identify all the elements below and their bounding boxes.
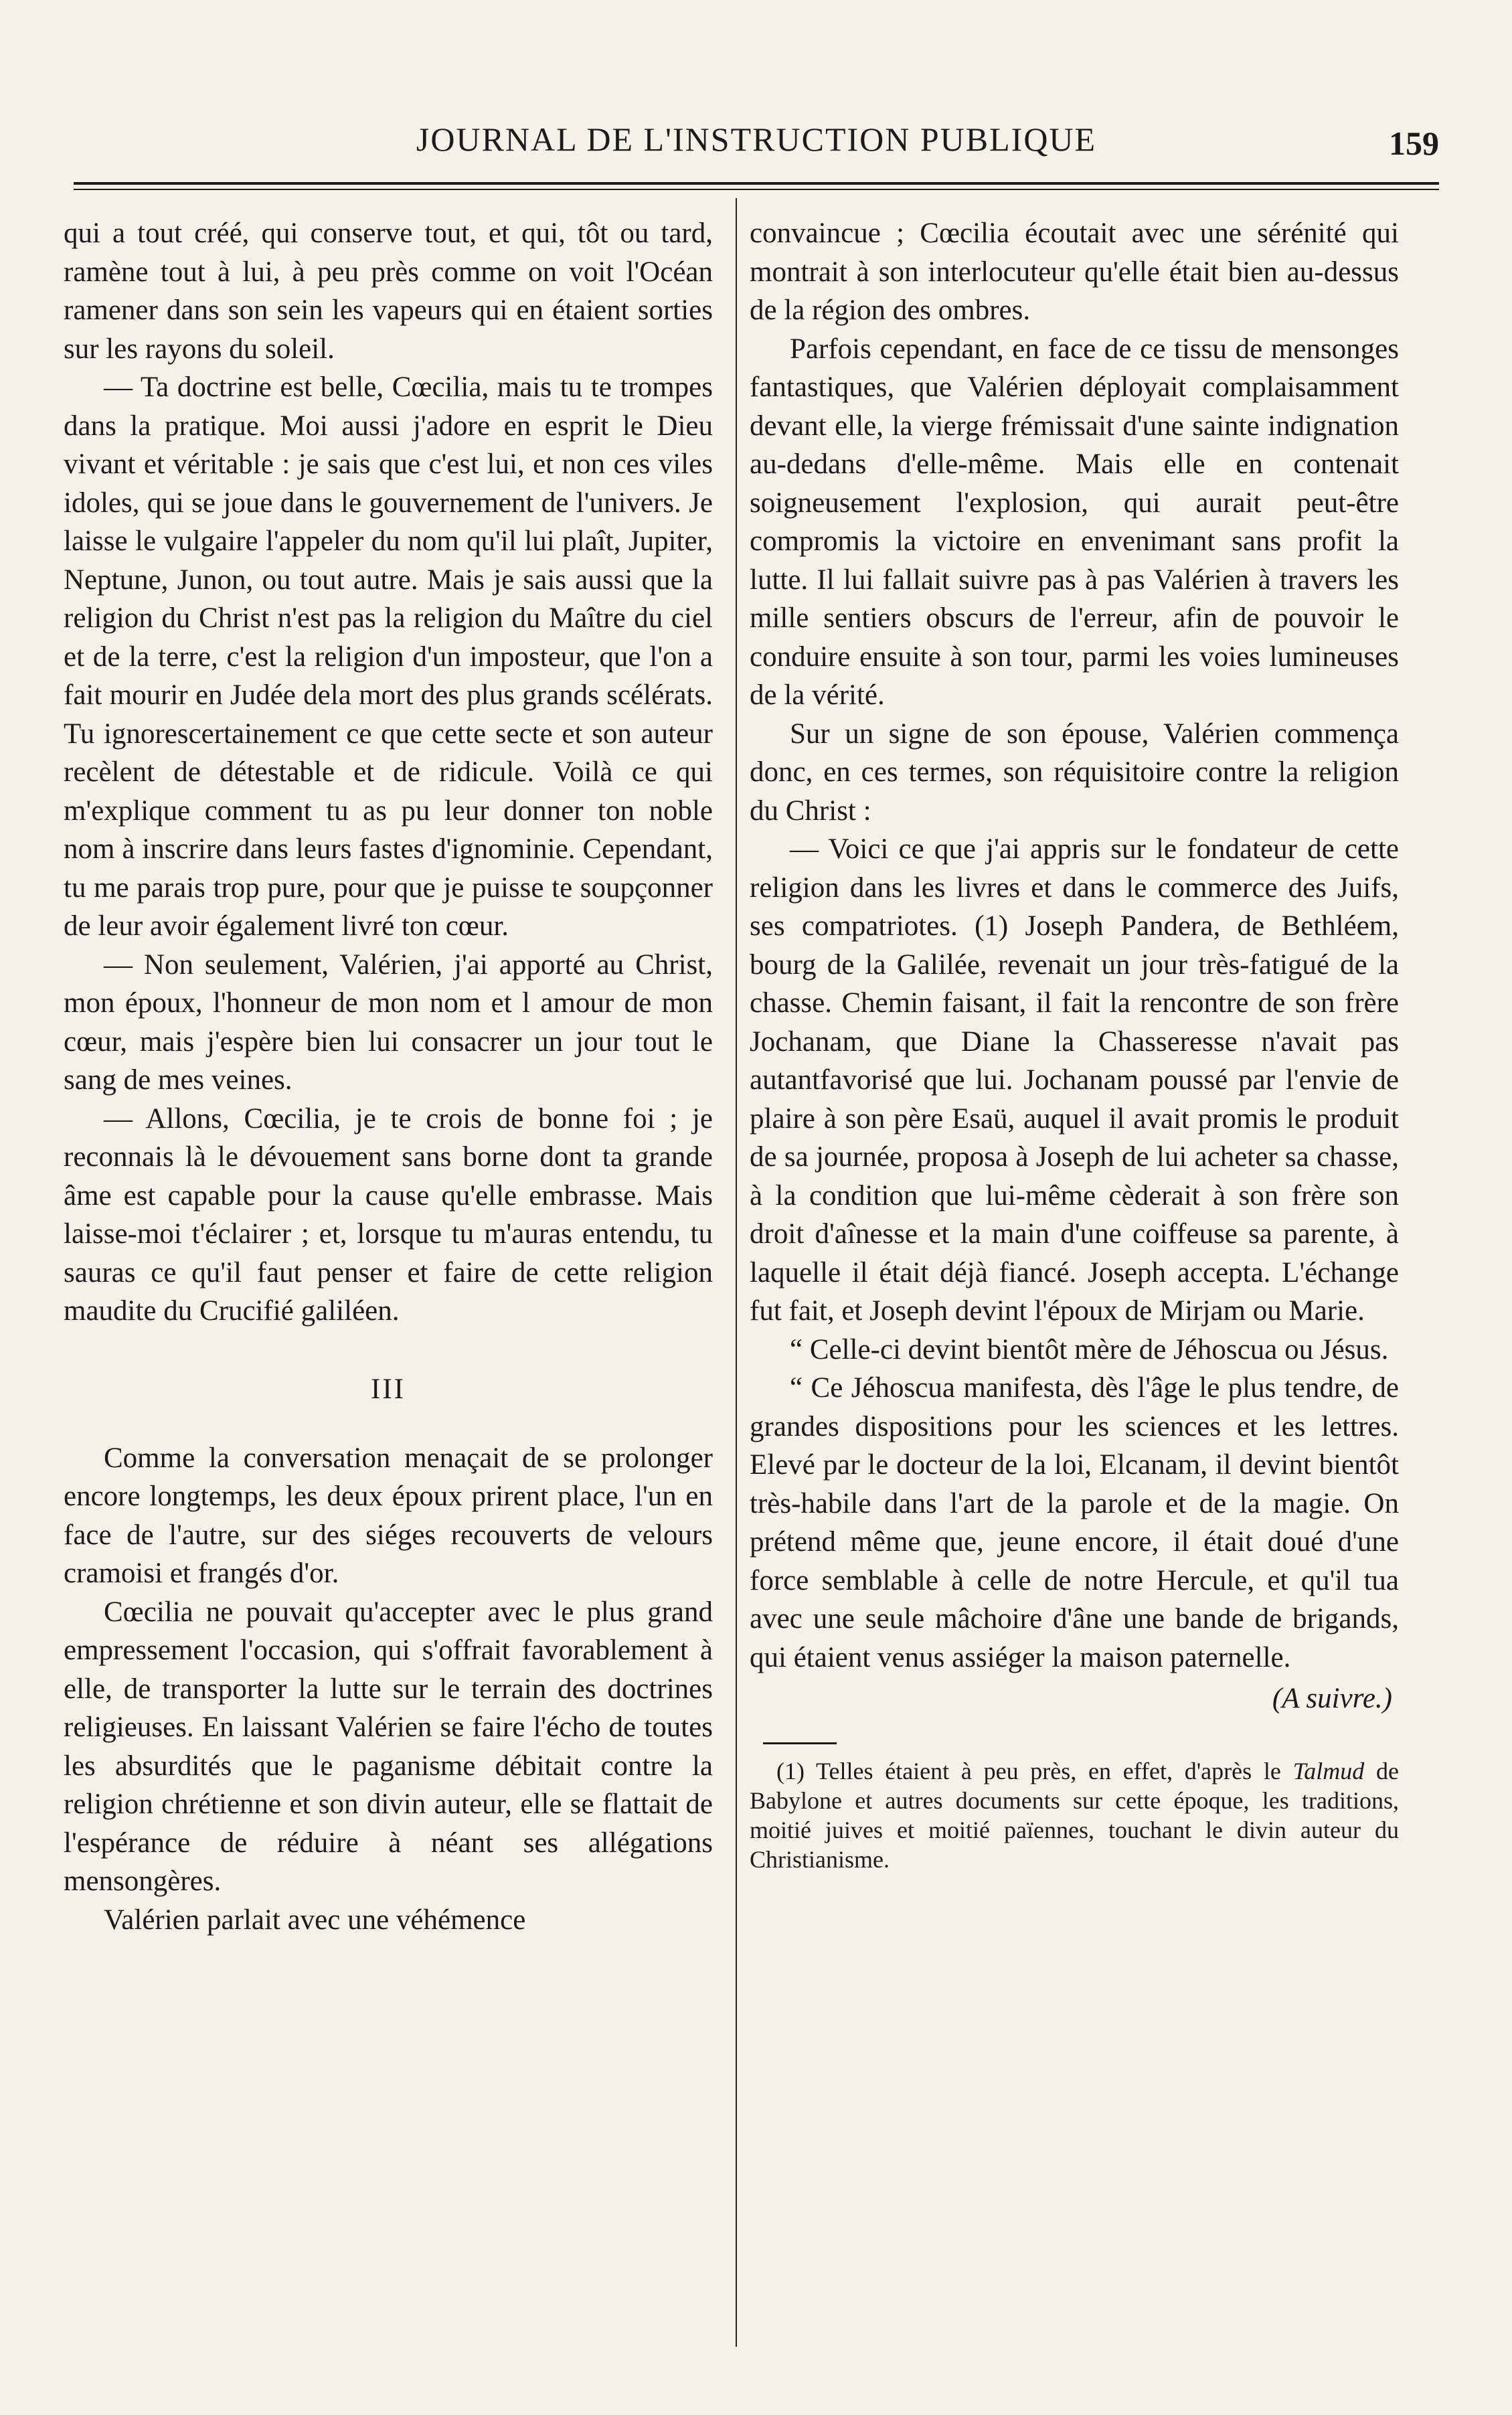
paragraph: — Voici ce que j'ai appris sur le fondateur de cette religion dans les livres et dans le commerce des Juifs, ses compatriotes. (1) Joseph Pandera, de Bethléem, bourg de la Galilée, revenait un jour très-fatigué de la chasse. Chemin faisant, il fait la rencontre de son frère Jochanam, que Diane la Chasseresse n'avait pas autantfavorisé que lui. Jochanam poussé par l'envie de plaire à son père Esaü, auquel il avait promis le produit de sa journée, proposa à Joseph de lui acheter sa chasse, à la condition que lui-même cèderait à son frère son droit d'aînesse et la main d'une coiffeuse sa parente, à laquelle il était déjà fiancé. Joseph accepta. L'échange fut fait, et Joseph devint l'époux de Mirjam ou Marie.: [750, 833, 1399, 1327]
left-column: [64, 214, 713, 1939]
right-column: [750, 214, 1399, 1874]
paragraph: “ Celle-ci devint bientôt mère de Jéhoscua ou Jésus.: [790, 1333, 1389, 1365]
column-divider: [736, 198, 737, 2347]
paragraph: — Allons, Cœcilia, je te crois de bonne foi ; je reconnais là le dévouement sans borne dont ta grande âme est capable pour la cause qu'elle embrasse. Mais laisse-moi t'éclairer ; et, lorsque tu m'auras entendu, tu sauras ce qu'il faut penser et faire de cette religion maudite du Crucifié galiléen.: [64, 1102, 713, 1327]
paragraph: Sur un signe de son épouse, Valérien commença donc, en ces termes, son réquisitoire contre la religion du Christ :: [750, 718, 1399, 827]
footnote-rest: de Babylone et autres documents sur cette époque, les traditions, moitié juives et moitié païennes, touchant le divin auteur du Christianisme.: [750, 1757, 1399, 1873]
header-rule-thin: [74, 189, 1439, 190]
paragraph: — Non seulement, Valérien, j'ai apporté au Christ, mon époux, l'honneur de mon nom et l amour de mon cœur, mais j'espère bien lui consacrer un jour tout le sang de mes veines.: [64, 948, 713, 1096]
paragraph: Comme la conversation menaçait de se prolonger encore longtemps, les deux époux prirent place, l'un en face de l'autre, sur des siéges recouverts de velours cramoisi et frangés d'or.: [64, 1442, 713, 1589]
paragraph: qui a tout créé, qui conserve tout, et qui, tôt ou tard, ramène tout à lui, à peu près comme on voit l'Océan ramener dans son sein les vapeurs qui en étaient sorties sur les rayons du soleil.: [64, 218, 713, 365]
paragraph: Valérien parlait avec une véhémence: [104, 1904, 526, 1936]
to-be-continued: (A suivre.): [1272, 1683, 1392, 1714]
footnote: [750, 1756, 1399, 1874]
paragraph: Parfois cependant, en face de ce tissu de mensonges fantastiques, que Valérien déployait complaisamment devant elle, la vierge frémissait d'une sainte indignation au-dedans d'elle-même. Mais elle en contenait soigneusement l'explosion, qui aurait peut-être compromis la victoire en envenimant sans profit la lutte. Il lui fallait suivre pas à pas Valérien à travers les mille sentiers obscurs de l'erreur, afin de pouvoir le conduire ensuite à son tour, parmi les voies lumineuses de la vérité.: [750, 333, 1399, 711]
paragraph: “ Ce Jéhoscua manifesta, dès l'âge le plus tendre, de grandes dispositions pour les sciences et les lettres. Elevé par le docteur de la loi, Elcanam, il devint bientôt très-habile dans l'art de la parole et de la magie. On prétend même que, jeune encore, il était doué d'une force semblable à celle de notre Hercule, et qu'il tua avec une seule mâchoire d'âne une bande de brigands, qui étaient venus assiéger la maison paternelle.: [750, 1372, 1399, 1673]
paragraph: — Ta doctrine est belle, Cœcilia, mais tu te trompes dans la pratique. Moi aussi j'adore en esprit le Dieu vivant et véritable : je sais que c'est lui, et non ces viles idoles, qui se joue dans le gouvernement de l'univers. Je laisse le vulgaire l'appeler du nom qu'il lui plaît, Jupiter, Neptune, Junon, ou tout autre. Mais je sais aussi que la religion du Christ n'est pas la religion du Maître du ciel et de la terre, c'est la religion d'un imposteur, que l'on a fait mourir en Judée dela mort des plus grands scélérats. Tu ignorescertainement ce que cette secte et son auteur recèlent de détestable et de ridicule. Voilà ce qui m'explique comment tu as pu leur donner ton noble nom à inscrire dans leurs fastes d'ignominie. Cependant, tu me parais trop pure, pour que je puisse te soupçonner de leur avoir également livré ton cœur.: [64, 371, 713, 942]
footnote-italic: Talmud: [1292, 1757, 1365, 1784]
page-header: [74, 112, 1439, 173]
page-number: 159: [1389, 124, 1439, 162]
footnote-rule: [763, 1742, 837, 1744]
section-heading: III: [371, 1373, 406, 1405]
running-title: JOURNAL DE L'INSTRUCTION PUBLIQUE: [416, 120, 1097, 158]
paragraph: convaincue ; Cœcilia écoutait avec une sérénité qui montrait à son interlocuteur qu'elle était bien au-dessus de la région des ombres.: [750, 218, 1399, 326]
header-rule: [74, 182, 1439, 185]
footnote-lead: (1) Telles étaient à peu près, en effet, d'après le: [776, 1757, 1293, 1784]
paragraph: Cœcilia ne pouvait qu'accepter avec le plus grand empressement l'occasion, qui s'offrait favorablement à elle, de transporter la lutte sur le terrain des doctrines religieuses. En laissant Valérien se faire l'écho de toutes les absurdités que le paganisme débitait contre la religion chrétienne et son divin auteur, elle se flattait de l'espérance de réduire à néant ses allégations mensongères.: [64, 1596, 713, 1897]
